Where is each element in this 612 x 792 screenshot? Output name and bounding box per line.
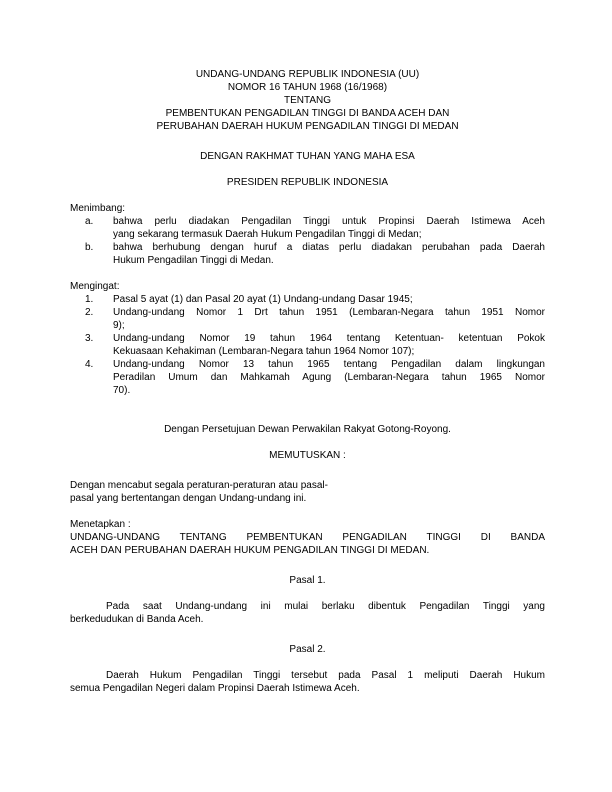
item-line: yang sekarang termasuk Daerah Hukum Pengadilan Tinggi di Medan;: [113, 229, 422, 240]
menetapkan-label: Menetapkan :: [70, 519, 131, 530]
revocation-line: Dengan mencabut segala peraturan-peraturan atau pasal-: [70, 480, 328, 491]
item-line: Undang-undang Nomor 1 Drt tahun 1951 (Lembaran-Negara tahun 1951 Nomor: [113, 307, 545, 318]
item-marker: 4.: [85, 359, 94, 370]
item-marker: a.: [85, 216, 94, 227]
mengingat-section: [70, 280, 545, 397]
memutuskan-heading: MEMUTUSKAN :: [269, 450, 346, 461]
pasal2-line: Daerah Hukum Pengadilan Tinggi tersebut pada Pasal 1 meliputi Daerah Hukum: [106, 670, 545, 681]
doc-number-line: NOMOR 16 TAHUN 1968 (16/1968): [227, 82, 388, 93]
pasal1-line: berkedudukan di Banda Aceh.: [70, 614, 204, 625]
menimbang-label: Menimbang:: [70, 203, 126, 214]
mengingat-label: Mengingat:: [70, 281, 120, 292]
menimbang-section: [70, 202, 545, 267]
menetapkan-line: ACEH DAN PERUBAHAN DAERAH HUKUM PENGADILAN TINGGI DI MEDAN.: [70, 545, 430, 556]
item-marker: 2.: [85, 307, 94, 318]
item-marker: b.: [85, 242, 94, 253]
menetapkan-line: UNDANG-UNDANG TENTANG PEMBENTUKAN PENGADILAN TINGGI DI BANDA: [70, 532, 545, 543]
invocation-line: DENGAN RAKHMAT TUHAN YANG MAHA ESA: [200, 151, 415, 162]
doc-subject-line: PERUBAHAN DAERAH HUKUM PENGADILAN TINGGI DI MEDAN: [156, 121, 459, 132]
pasal1-title: Pasal 1.: [289, 575, 326, 586]
document-header: [70, 68, 545, 133]
doc-title-line: UNDANG-UNDANG REPUBLIK INDONESIA (UU): [195, 69, 420, 80]
menetapkan-section: [70, 518, 545, 557]
menimbang-item: [70, 241, 545, 267]
item-line: 70).: [113, 385, 131, 396]
pasal2-body: [70, 669, 545, 695]
item-line: Undang-undang Nomor 13 tahun 1965 tentang Pengadilan dalam lingkungan: [113, 359, 545, 370]
item-marker: 3.: [85, 333, 94, 344]
item-line: Peradilan Umum dan Mahkamah Agung (Lembaran-Negara tahun 1965 Nomor: [113, 372, 545, 383]
mengingat-item: [70, 358, 545, 397]
revocation-line: pasal yang bertentangan dengan Undang-undang ini.: [70, 493, 307, 504]
item-line: bahwa perlu diadakan Pengadilan Tinggi untuk Propinsi Daerah Istimewa Aceh: [113, 216, 545, 227]
item-line: Pasal 5 ayat (1) dan Pasal 20 ayat (1) Undang-undang Dasar 1945;: [113, 294, 413, 305]
pasal1-body: [70, 600, 545, 626]
item-marker: 1.: [85, 294, 94, 305]
agreement-line: Dengan Persetujuan Dewan Perwakilan Rakyat Gotong-Royong.: [164, 424, 451, 435]
pasal1-line: Pada saat Undang-undang ini mulai berlaku dibentuk Pengadilan Tinggi yang: [106, 601, 545, 612]
authority-line: PRESIDEN REPUBLIK INDONESIA: [226, 177, 389, 188]
mengingat-item: [70, 293, 545, 306]
item-line: Hukum Pengadilan Tinggi di Medan.: [113, 255, 274, 266]
revocation-clause: [70, 479, 545, 505]
pasal2-title: Pasal 2.: [289, 644, 326, 655]
item-line: 9);: [113, 320, 125, 331]
doc-subject-line: PEMBENTUKAN PENGADILAN TINGGI DI BANDA ACEH DAN: [165, 108, 450, 119]
pasal2-line: semua Pengadilan Negeri dalam Propinsi Daerah Istimewa Aceh.: [70, 683, 360, 694]
doc-tentang-line: TENTANG: [283, 95, 332, 106]
menimbang-item: [70, 215, 545, 241]
item-line: Kekuasaan Kehakiman (Lembaran-Negara tahun 1964 Nomor 107);: [113, 346, 415, 357]
item-line: bahwa berhubung dengan huruf a diatas perlu diadakan perubahan pada Daerah: [113, 242, 545, 253]
mengingat-item: [70, 306, 545, 332]
item-line: Undang-undang Nomor 19 tahun 1964 tentang Ketentuan- ketentuan Pokok: [113, 333, 545, 344]
mengingat-item: [70, 332, 545, 358]
